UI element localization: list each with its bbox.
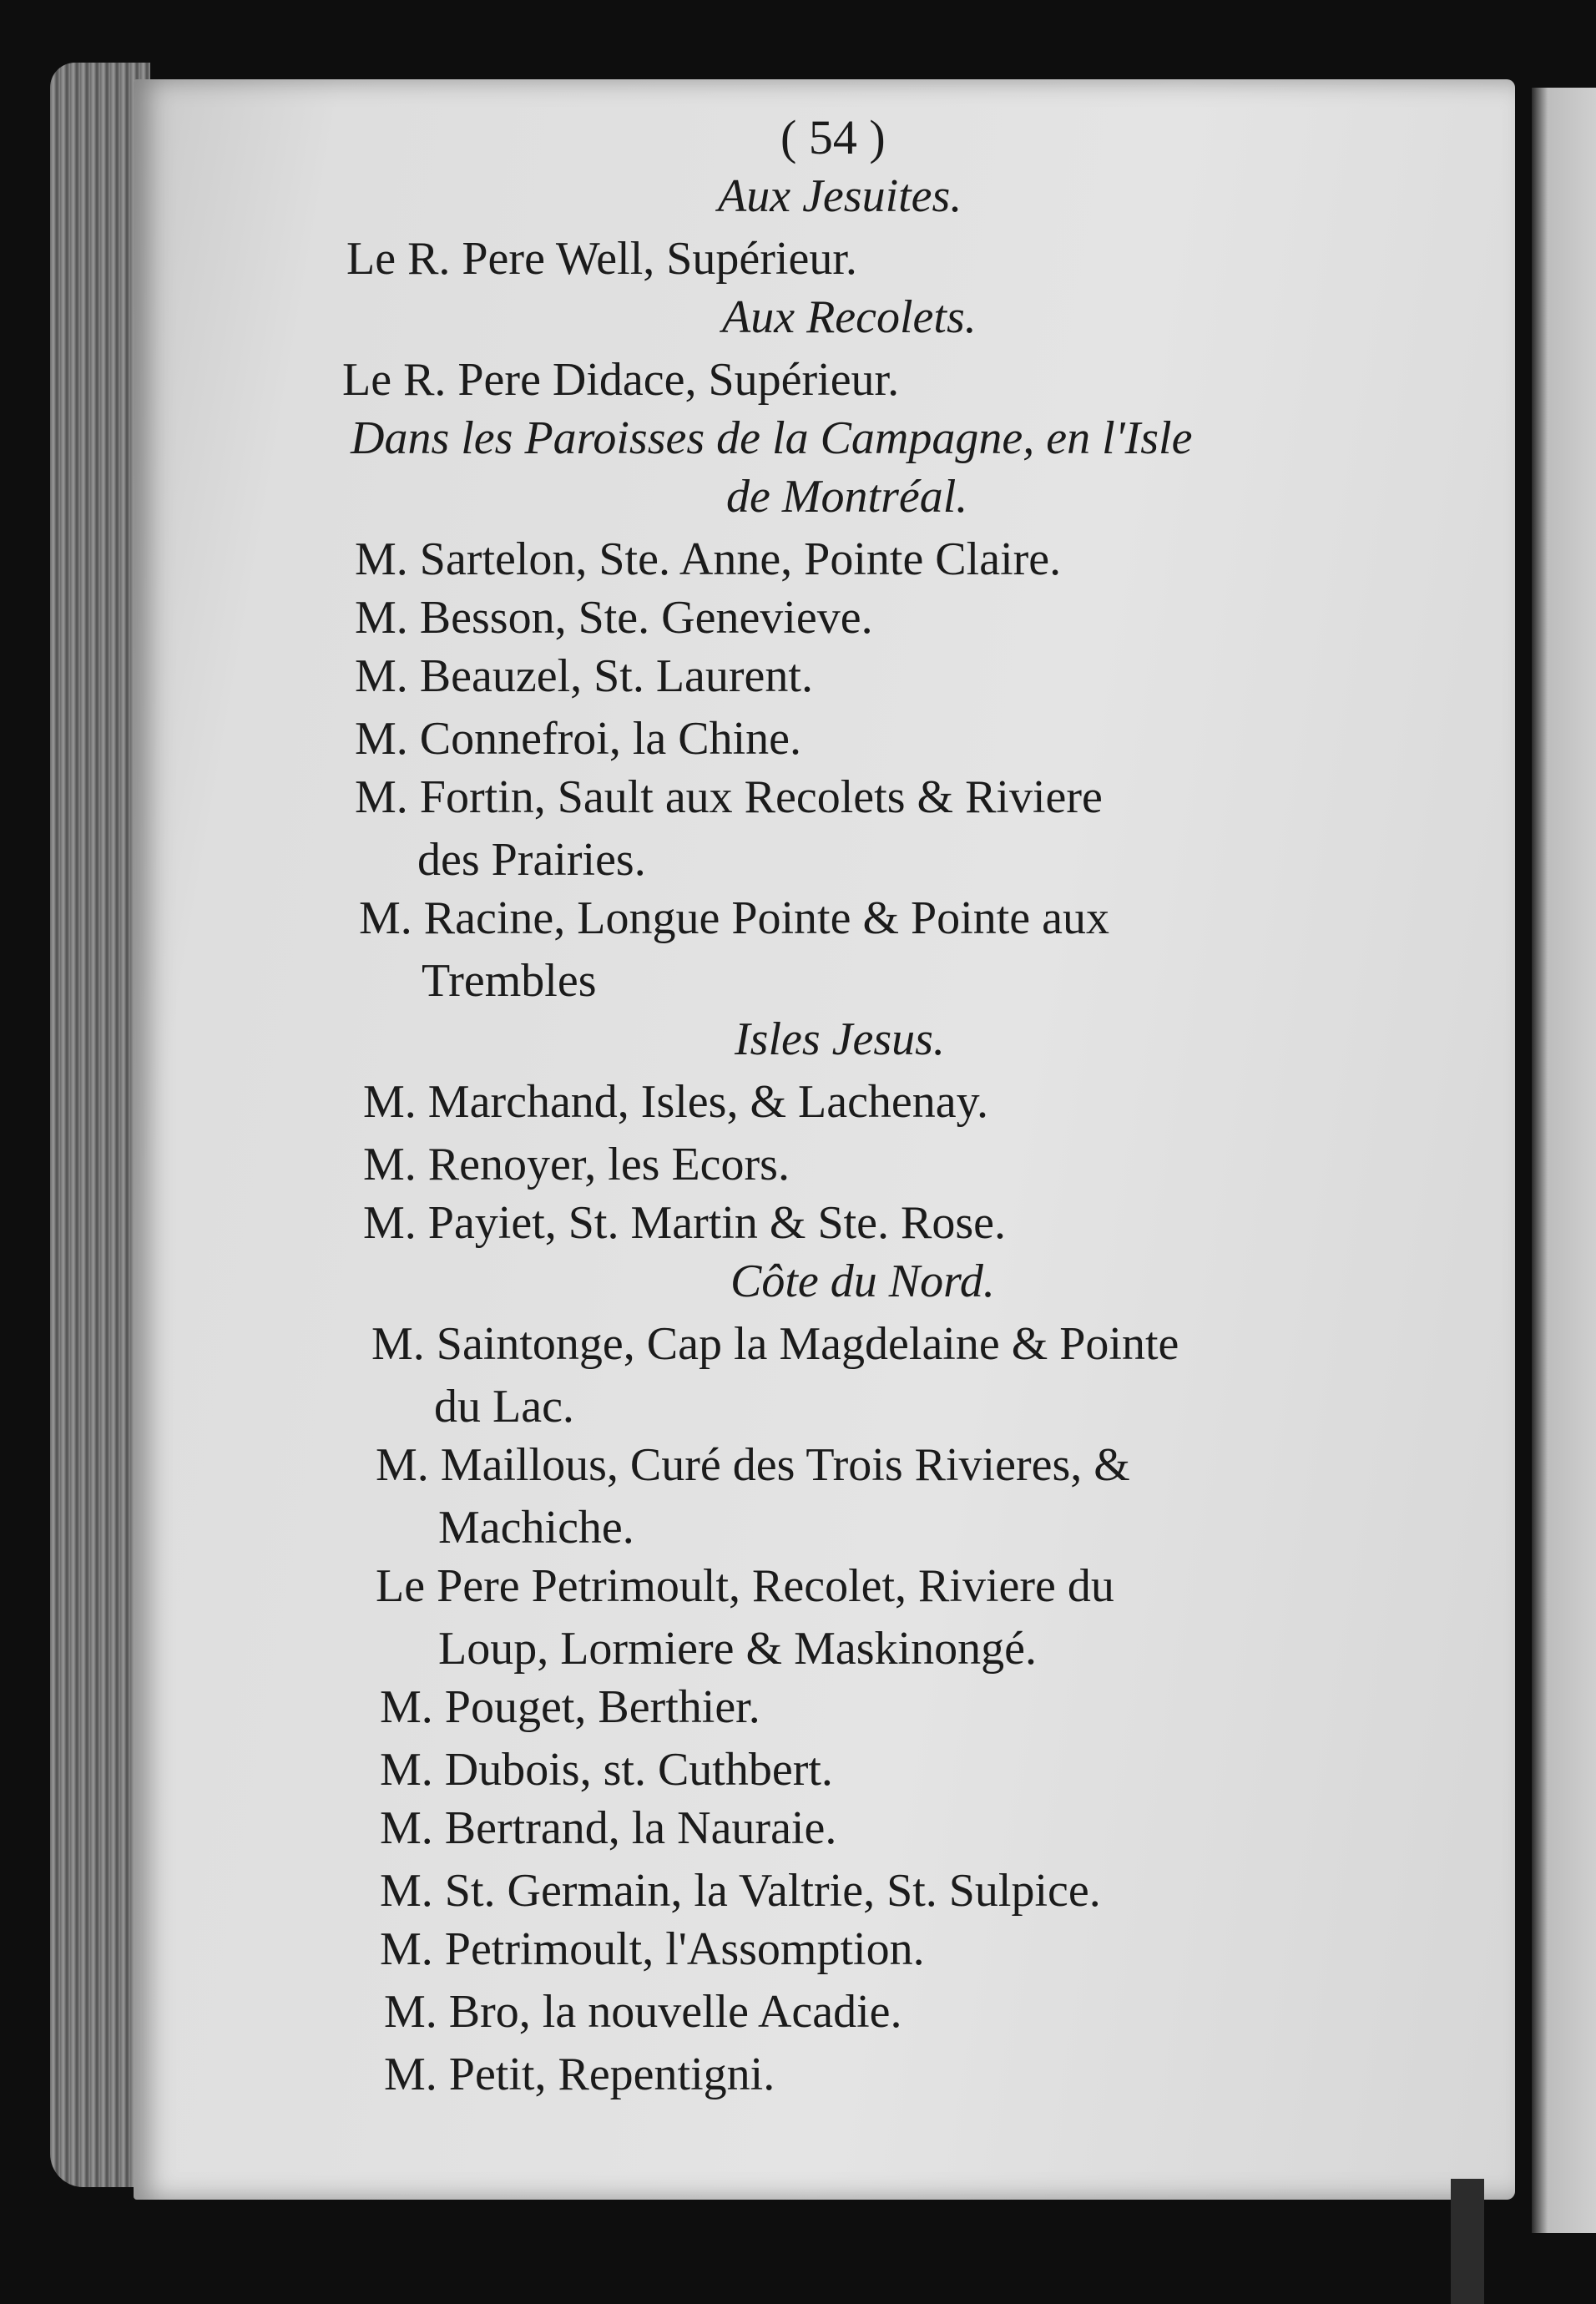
text-line: M. Pouget, Berthier. — [380, 1681, 760, 1733]
text-line: Loup, Lormiere & Maskinongé. — [438, 1623, 1037, 1675]
heading-isles-jesus: Isles Jesus. — [735, 1013, 945, 1065]
text-line: M. Sartelon, Ste. Anne, Pointe Claire. — [355, 533, 1062, 585]
text-line: du Lac. — [434, 1381, 574, 1432]
text-line: des Prairies. — [417, 834, 646, 886]
text-line: M. Bro, la nouvelle Acadie. — [384, 1986, 902, 2038]
text-line: M. Saintonge, Cap la Magdelaine & Pointe — [371, 1318, 1179, 1370]
text-line: M. Petrimoult, l'Assomption. — [380, 1923, 925, 1975]
text-line: M. Besson, Ste. Genevieve. — [355, 592, 873, 644]
text-line: M. St. Germain, la Valtrie, St. Sulpice. — [380, 1865, 1101, 1917]
heading-jesuites: Aux Jesuites. — [718, 170, 962, 222]
text-line: Le R. Pere Well, Supérieur. — [346, 233, 857, 285]
text-line: M. Dubois, st. Cuthbert. — [380, 1744, 833, 1796]
text-line: M. Petit, Repentigni. — [384, 2049, 775, 2100]
text-line: M. Racine, Longue Pointe & Pointe aux — [359, 892, 1109, 944]
text-line: M. Bertrand, la Nauraie. — [380, 1802, 837, 1854]
page-number: ( 54 ) — [780, 110, 886, 164]
heading-cote-du-nord: Côte du Nord. — [730, 1256, 995, 1307]
text-line: Le R. Pere Didace, Supérieur. — [342, 354, 900, 406]
text-line: M. Connefroi, la Chine. — [355, 713, 802, 765]
text-line: M. Marchand, Isles, & Lachenay. — [363, 1076, 988, 1128]
heading-recolets: Aux Recolets. — [722, 291, 977, 343]
text-line: M. Payiet, St. Martin & Ste. Rose. — [363, 1197, 1006, 1249]
text-line: Le Pere Petrimoult, Recolet, Riviere du — [376, 1560, 1114, 1612]
text-line: M. Renoyer, les Ecors. — [363, 1139, 790, 1190]
text-line: M. Maillous, Curé des Trois Rivieres, & — [376, 1439, 1130, 1491]
text-line: Trembles — [422, 955, 597, 1007]
text-line: M. Fortin, Sault aux Recolets & Riviere — [355, 771, 1103, 823]
heading-paroisses: Dans les Paroisses de la Campagne, en l'Isle — [351, 412, 1193, 464]
text-line: Machiche. — [438, 1502, 634, 1554]
text-line: M. Beauzel, St. Laurent. — [355, 650, 813, 702]
heading-montreal: de Montréal. — [726, 471, 968, 523]
